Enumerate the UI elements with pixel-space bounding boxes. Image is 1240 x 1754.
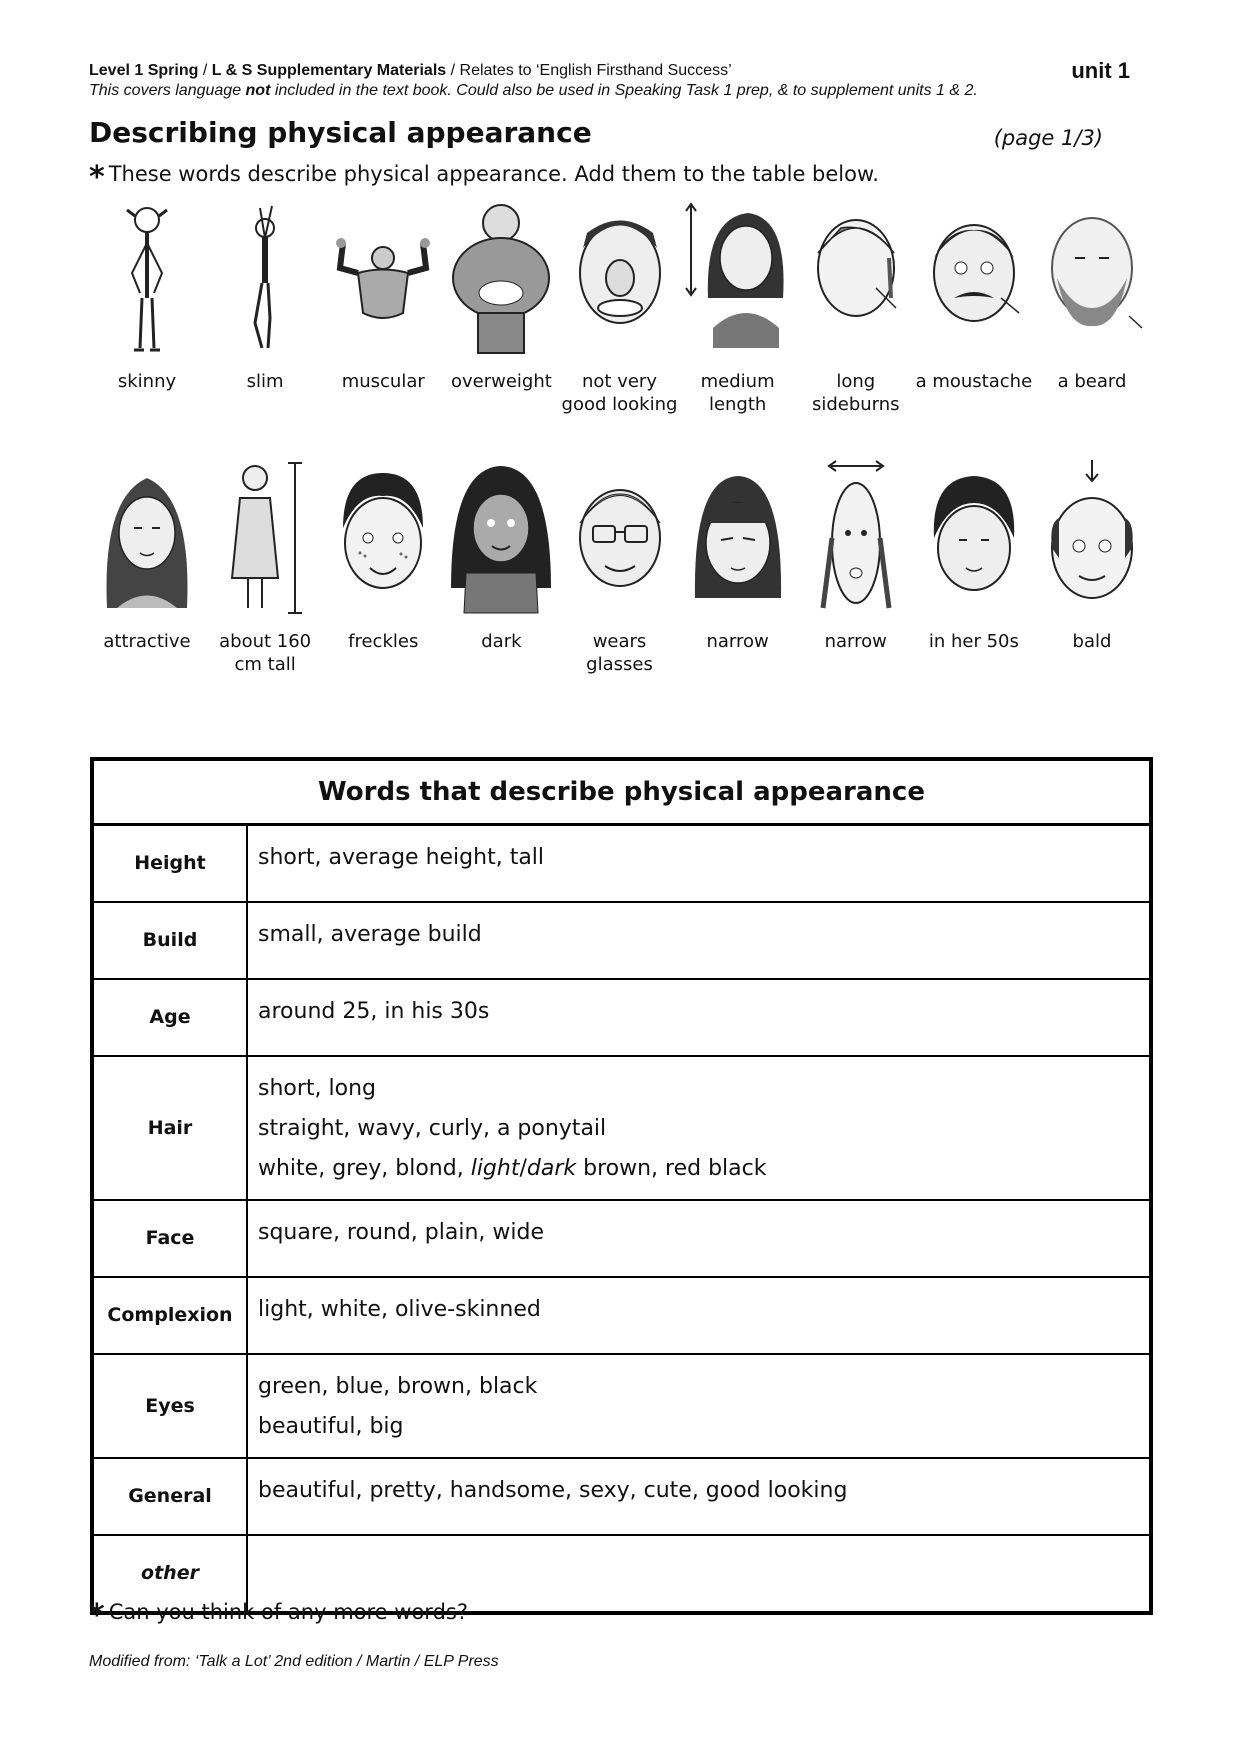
header-line-1 <box>89 62 732 80</box>
materials-label: L & S Supplementary Materials <box>211 62 447 79</box>
row-label-other: other <box>92 1535 247 1613</box>
picture-attractive <box>92 458 202 676</box>
picture-caption: narrow <box>706 631 769 652</box>
table-row <box>92 825 1151 902</box>
row-text: beautiful, big <box>258 1413 404 1439</box>
picture-caption: freckles <box>348 631 419 652</box>
picture-skinny <box>92 198 202 416</box>
picture-moustache <box>915 198 1033 416</box>
words-table <box>90 757 1153 1615</box>
hair-colour-end: brown, red black <box>576 1155 767 1181</box>
picture-caption: not very good looking <box>561 371 678 415</box>
picture-wears-glasses <box>565 458 675 676</box>
skinny-figure-icon <box>92 198 202 358</box>
page-number-label: (page 1/3) <box>993 126 1103 150</box>
dark-face-icon <box>446 458 556 618</box>
freckles-face-icon <box>328 458 438 618</box>
table-row <box>92 1056 1151 1200</box>
picture-caption: overweight <box>450 371 552 392</box>
unit-label: unit 1 <box>1071 58 1130 83</box>
picture-not-very-good-looking <box>561 198 678 416</box>
beard-face-icon <box>1037 198 1147 358</box>
picture-long-sideburns <box>801 198 911 416</box>
bald-face-icon <box>1037 458 1147 618</box>
picture-caption: dark <box>481 631 522 652</box>
row-text: light, white, olive-skinned <box>258 1296 541 1322</box>
row-value <box>247 1354 1151 1458</box>
picture-muscular <box>328 198 438 416</box>
row-text: square, round, plain, wide <box>258 1219 544 1245</box>
table-row <box>92 1458 1151 1535</box>
hair-light-text: light <box>470 1155 520 1181</box>
row-value <box>247 825 1151 902</box>
row-value <box>247 979 1151 1056</box>
table-row <box>92 1200 1151 1277</box>
picture-bald <box>1037 458 1147 676</box>
picture-caption: attractive <box>103 631 191 652</box>
instruction-text: These words describe physical appearance. Add them to the table below. <box>108 162 879 186</box>
row-text: small, average build <box>258 921 482 947</box>
header-separator: / <box>198 62 212 79</box>
picture-slim <box>210 198 320 416</box>
table-row <box>92 1277 1151 1354</box>
note-start: This covers language <box>89 82 246 99</box>
face-icon <box>565 198 675 358</box>
picture-caption: a moustache <box>915 371 1033 392</box>
picture-caption: skinny <box>117 371 177 392</box>
sideburns-face-icon <box>801 198 911 358</box>
picture-narrow-eyes <box>683 458 793 676</box>
table-row <box>92 979 1151 1056</box>
row-value <box>247 902 1151 979</box>
instruction <box>89 160 879 195</box>
hair-dark-text: dark <box>526 1155 577 1181</box>
picture-caption: narrow <box>824 631 887 652</box>
moustache-face-icon <box>919 198 1029 358</box>
row-label-hair: Hair <box>92 1056 247 1200</box>
closing-question <box>89 1598 468 1633</box>
asterisk-icon: * <box>89 1598 105 1633</box>
picture-about-160-cm-tall <box>210 458 320 676</box>
hair-slash: / <box>519 1155 527 1181</box>
picture-caption: about 160 cm tall <box>219 631 312 675</box>
row-text: short, long <box>258 1075 377 1101</box>
row-text: green, blue, brown, black <box>258 1373 538 1399</box>
picture-beard <box>1037 198 1147 416</box>
narrow-eyes-face-icon <box>683 458 793 618</box>
row-value <box>247 1056 1151 1200</box>
note-emphasis: not <box>245 82 271 99</box>
level-label: Level 1 Spring <box>89 62 199 79</box>
picture-row-2 <box>92 458 1147 676</box>
picture-caption: slim <box>246 371 284 392</box>
row-value <box>247 1277 1151 1354</box>
picture-overweight <box>446 198 556 416</box>
row-label-face: Face <box>92 1200 247 1277</box>
picture-in-her-50s <box>919 458 1029 676</box>
picture-dark <box>446 458 556 676</box>
overweight-figure-icon <box>446 198 556 358</box>
row-label-height: Height <box>92 825 247 902</box>
row-value <box>247 1458 1151 1535</box>
picture-caption: a beard <box>1057 371 1127 392</box>
picture-caption: wears glasses <box>586 631 653 675</box>
slim-figure-icon <box>210 198 320 358</box>
asterisk-icon: * <box>89 160 105 195</box>
closing-question-text: Can you think of any more words? <box>108 1600 468 1624</box>
footer-credit: Modified from: ‘Talk a Lot’ 2nd edition / Martin / ELP Press <box>89 1653 499 1670</box>
hair-colour-text: white, grey, blond, <box>258 1155 471 1181</box>
row-label-eyes: Eyes <box>92 1354 247 1458</box>
medium-hair-face-icon <box>683 198 793 358</box>
header-line-2 <box>89 82 978 100</box>
picture-medium-length <box>683 198 793 416</box>
glasses-face-icon <box>565 458 675 618</box>
row-text: around 25, in his 30s <box>258 998 490 1024</box>
tall-figure-icon <box>210 458 320 618</box>
picture-caption: muscular <box>341 371 425 392</box>
attractive-face-icon <box>92 458 202 618</box>
older-woman-face-icon <box>919 458 1029 618</box>
row-label-build: Build <box>92 902 247 979</box>
table-heading: Words that describe physical appearance <box>92 759 1151 825</box>
muscular-figure-icon <box>328 198 438 358</box>
picture-narrow-face <box>801 458 911 676</box>
row-text: straight, wavy, curly, a ponytail <box>258 1115 607 1141</box>
picture-caption: in her 50s <box>928 631 1019 652</box>
picture-caption: long sideburns <box>811 371 900 415</box>
row-label-complexion: Complexion <box>92 1277 247 1354</box>
row-text <box>258 1149 1139 1189</box>
picture-freckles <box>328 458 438 676</box>
row-label-general: General <box>92 1458 247 1535</box>
picture-row-1 <box>92 198 1147 416</box>
table-row <box>92 902 1151 979</box>
picture-caption: medium length <box>700 371 775 415</box>
row-value <box>247 1200 1151 1277</box>
table-row <box>92 1354 1151 1458</box>
picture-caption: bald <box>1072 631 1112 652</box>
row-text: short, average height, tall <box>258 845 545 870</box>
row-text: beautiful, pretty, handsome, sexy, cute, good looking <box>258 1477 848 1503</box>
page-title: Describing physical appearance <box>89 116 592 149</box>
relates-text: / Relates to ‘English Firsthand Success’ <box>446 62 732 79</box>
narrow-face-icon <box>801 458 911 618</box>
row-label-age: Age <box>92 979 247 1056</box>
note-end: included in the text book. Could also be used in Speaking Task 1 prep, & to supplement units 1 & 2. <box>270 82 978 99</box>
